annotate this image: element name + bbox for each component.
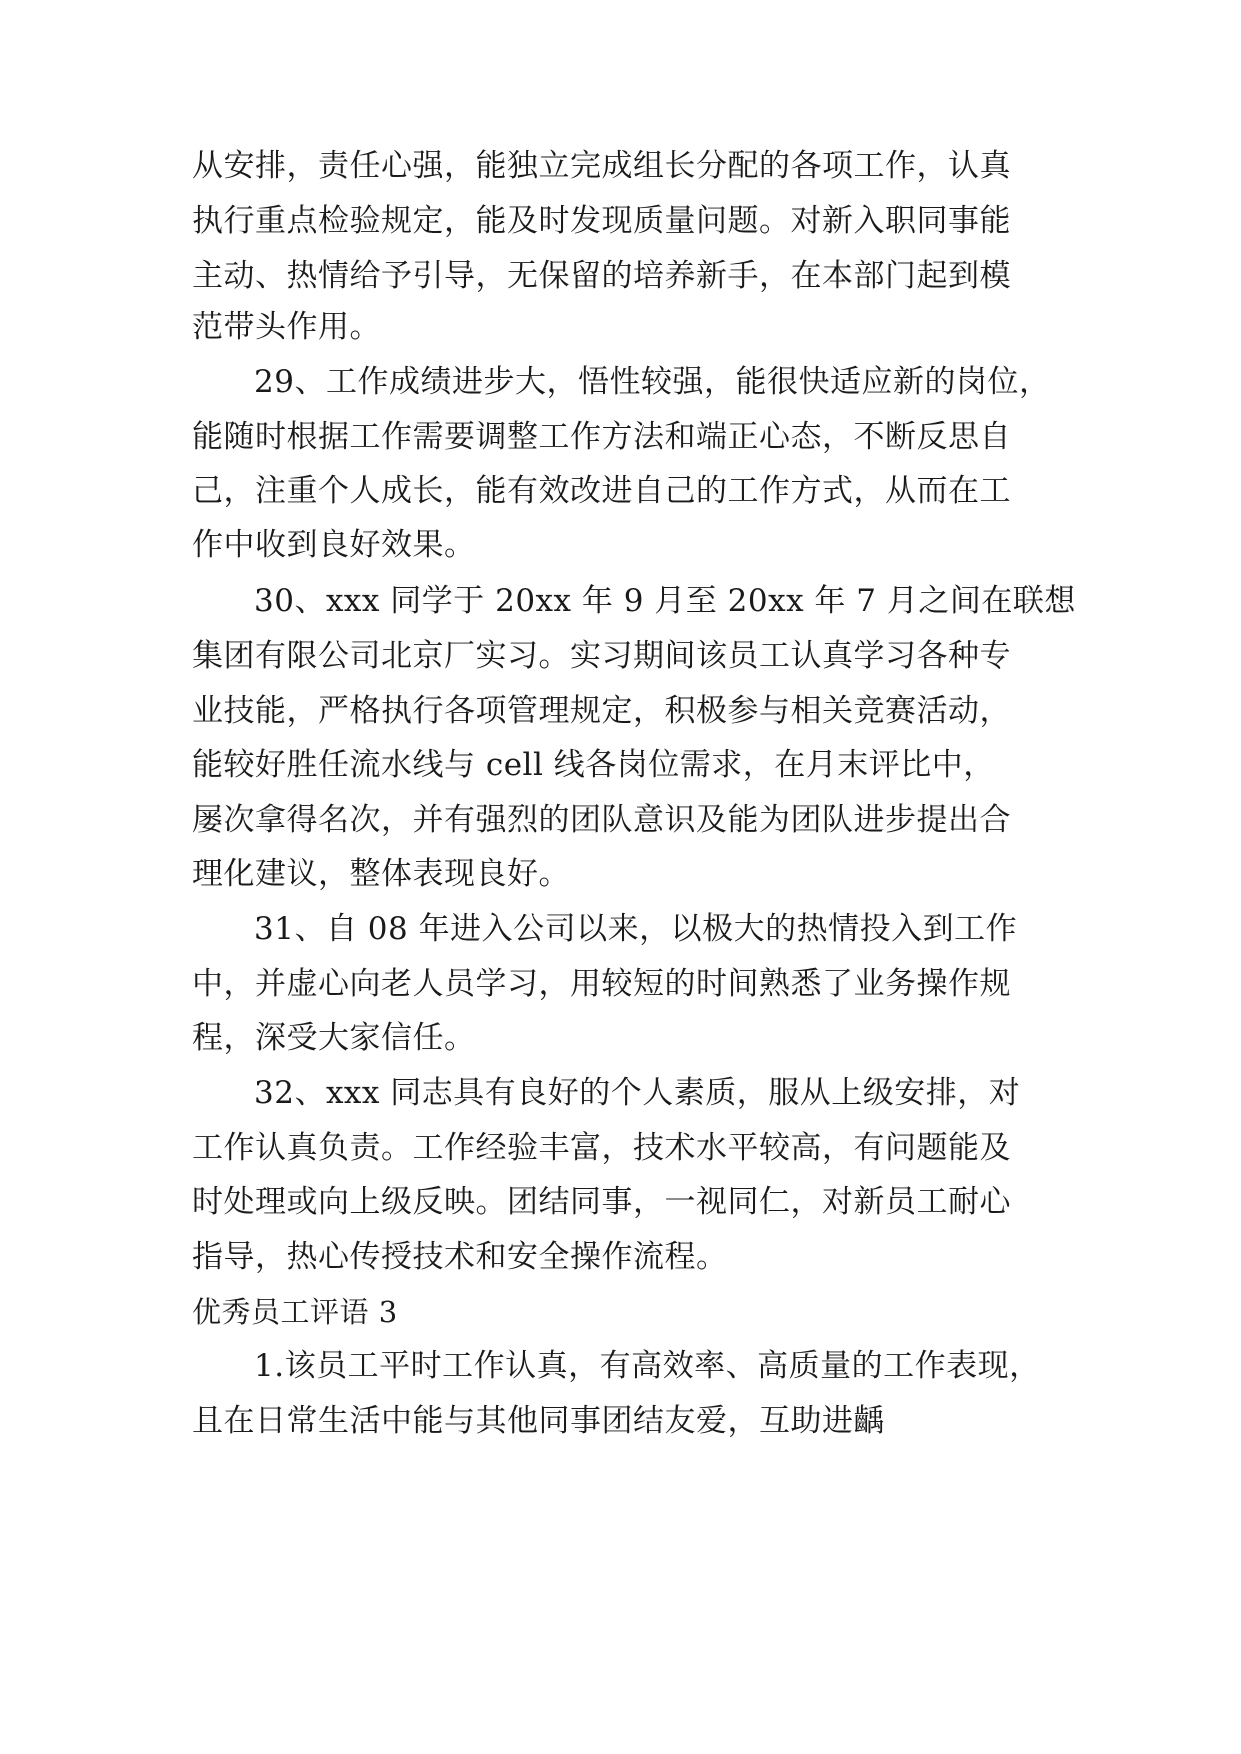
text-line: 从安排，责任心强，能独立完成组长分配的各项工作，认真 bbox=[192, 148, 1011, 184]
text-line: 工作认真负责。工作经验丰富，技术水平较高，有问题能及 bbox=[192, 1130, 1011, 1166]
text-line: 能较好胜任流水线与 cell 线各岗位需求，在月末评比中， bbox=[192, 747, 995, 783]
paragraph-1-start: 1.该员工平时工作认真，有高效率、高质量的工作表现， bbox=[254, 1348, 1041, 1384]
paragraph-31-start: 31、自 08 年进入公司以来，以极大的热情投入到工作 bbox=[254, 911, 1018, 947]
text-line: 能随时根据工作需要调整工作方法和端正心态，不断反思自 bbox=[192, 419, 1011, 455]
text-line: 屡次拿得名次，并有强烈的团队意识及能为团队进步提出合 bbox=[192, 802, 1011, 838]
text-line: 且在日常生活中能与其他同事团结友爱，互助进齲 bbox=[192, 1403, 885, 1439]
paragraph-29-start: 29、工作成绩进步大，悟性较强，能很快适应新的岗位， bbox=[254, 364, 1051, 400]
text-line: 程，深受大家信任。 bbox=[192, 1020, 476, 1056]
text-line: 指导，热心传授技术和安全操作流程。 bbox=[192, 1239, 728, 1275]
text-line: 己，注重个人成长，能有效改进自己的工作方式，从而在工 bbox=[192, 473, 1011, 509]
text-line: 中，并虚心向老人员学习，用较短的时间熟悉了业务操作规 bbox=[192, 966, 1011, 1002]
text-line: 作中收到良好效果。 bbox=[192, 527, 476, 563]
text-line: 主动、热情给予引导，无保留的培养新手，在本部门起到模 bbox=[192, 258, 1011, 294]
text-line: 时处理或向上级反映。团结同事，一视同仁，对新员工耐心 bbox=[192, 1184, 1011, 1220]
text-line: 范带头作用。 bbox=[192, 309, 381, 345]
section-heading: 优秀员工评语 3 bbox=[192, 1295, 398, 1329]
paragraph-32-start: 32、xxx 同志具有良好的个人素质，服从上级安排，对 bbox=[254, 1075, 1021, 1111]
text-line: 执行重点检验规定，能及时发现质量问题。对新入职同事能 bbox=[192, 203, 1011, 239]
text-line: 集团有限公司北京厂实习。实习期间该员工认真学习各种专 bbox=[192, 638, 1011, 674]
text-line: 理化建议，整体表现良好。 bbox=[192, 856, 570, 892]
text-line: 业技能，严格执行各项管理规定，积极参与相关竞赛活动， bbox=[192, 693, 1011, 729]
paragraph-30-start: 30、xxx 同学于 20xx 年 9 月至 20xx 年 7 月之间在联想 bbox=[254, 583, 1076, 619]
